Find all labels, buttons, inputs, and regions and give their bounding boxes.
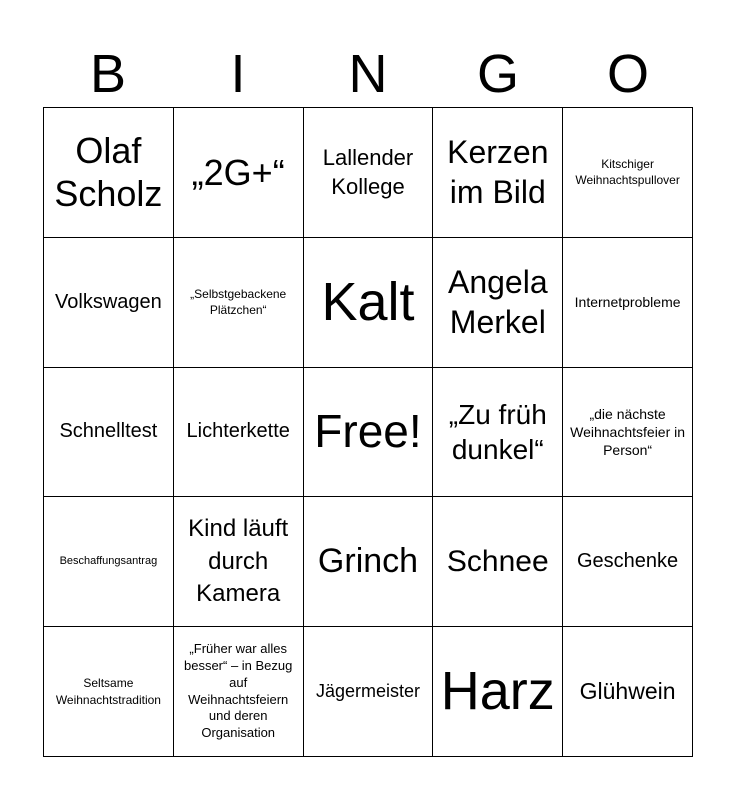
header-letter-g: G: [476, 44, 519, 104]
bingo-cell[interactable]: „Selbstgebackene Plätzchen“: [174, 238, 304, 368]
bingo-cell[interactable]: Kitschiger Weihnachtspullover: [563, 108, 693, 238]
bingo-cell[interactable]: Angela Merkel: [433, 238, 563, 368]
bingo-cell[interactable]: Grinch: [304, 497, 434, 627]
bingo-cell[interactable]: „die nächste Weihnachtsfeier in Person“: [563, 368, 693, 498]
bingo-cell[interactable]: Glühwein: [563, 627, 693, 757]
bingo-header: [43, 40, 693, 108]
bingo-cell[interactable]: Jägermeister: [304, 627, 434, 757]
bingo-cell[interactable]: Geschenke: [563, 497, 693, 627]
bingo-cell[interactable]: Internetprobleme: [563, 238, 693, 368]
bingo-cell[interactable]: Lichterkette: [174, 368, 304, 498]
bingo-cell[interactable]: Kalt: [304, 238, 434, 368]
bingo-board: [43, 107, 693, 757]
header-letter-o: O: [606, 44, 649, 104]
header-letter-n: N: [348, 44, 388, 104]
bingo-cell[interactable]: Volkswagen: [44, 238, 174, 368]
bingo-cell[interactable]: Schnelltest: [44, 368, 174, 498]
bingo-cell[interactable]: Kerzen im Bild: [433, 108, 563, 238]
bingo-cell[interactable]: Kind läuft durch Kamera: [174, 497, 304, 627]
bingo-cell[interactable]: Schnee: [433, 497, 563, 627]
bingo-cell[interactable]: Harz: [433, 627, 563, 757]
bingo-cell[interactable]: „Früher war alles besser“ – in Bezug auf Weihnachtsfeiern und deren Organisation: [174, 627, 304, 757]
bingo-cell[interactable]: „2G+“: [174, 108, 304, 238]
header-letter-b: B: [89, 44, 127, 104]
bingo-cell[interactable]: Beschaffungsantrag: [44, 497, 174, 627]
bingo-cell[interactable]: „Zu früh dunkel“: [433, 368, 563, 498]
bingo-cell[interactable]: Olaf Scholz: [44, 108, 174, 238]
bingo-cell[interactable]: Seltsame Weihnachtstradition: [44, 627, 174, 757]
free-space-cell[interactable]: Free!: [304, 368, 434, 498]
header-letter-i: I: [230, 44, 246, 104]
bingo-cell[interactable]: Lallender Kollege: [304, 108, 434, 238]
